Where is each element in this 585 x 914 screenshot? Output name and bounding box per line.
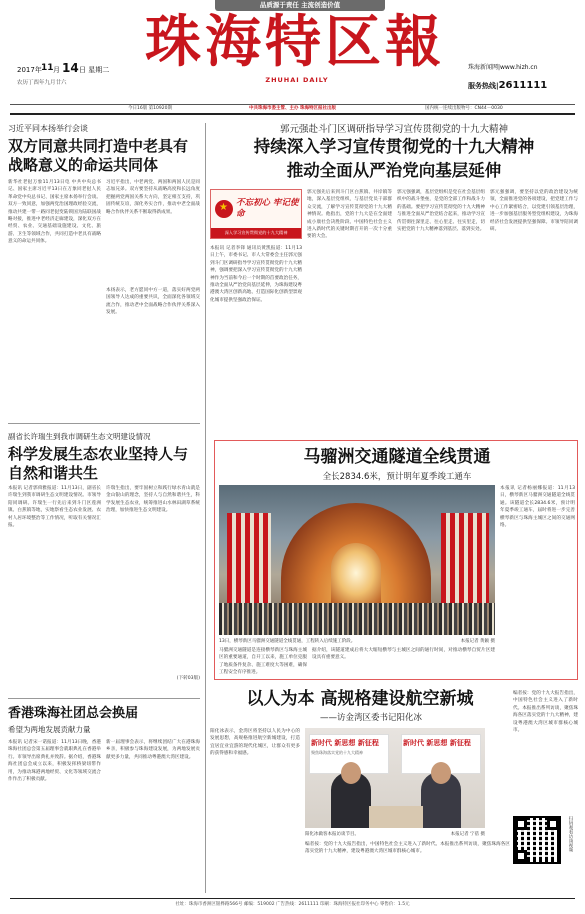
backdrop-left-sub: 聚焦珠海落实党的十九大精神 <box>311 750 363 755</box>
issue-number: 今日16版 第10920期 <box>128 106 172 111</box>
date-weekday: 日 星期二 <box>79 66 110 74</box>
interview-story <box>210 686 578 896</box>
date-block <box>17 62 177 92</box>
date-month: 11 <box>41 63 54 73</box>
backdrop-left-slogan: 新时代 新思想 新征程 <box>311 738 379 747</box>
interview-col-right: 编者按：党的十九大报告指出，中国特色社会主义进入了新时代。本报推出系列访谈，聚焦珠海各区落实党的十九大精神，建设粤港澳大湾区城市群核心城市。 <box>513 691 578 734</box>
date-day: 14 <box>62 61 79 75</box>
top-story <box>210 121 578 436</box>
top-kicker: 郭元强赴斗门区调研指导学习宣传贯彻党的十九大精神 <box>279 124 508 135</box>
interview-photo <box>305 728 485 828</box>
top-headline-1: 持续深入学习宣传贯彻党的十九大精神 <box>253 137 535 156</box>
backdrop-right-slogan: 新时代 新思想 新征程 <box>403 738 471 747</box>
tunnel-col-1: 马骝洲交通隧道是连接横琴新区与珠海主城区的重要通道，自开工以来，施工单位克服了地质条件复杂、施工难度大等困难，确保工程安全有序推进。 <box>219 648 307 676</box>
newspaper-pinyin: ZHUHAI DAILY <box>265 76 329 84</box>
top-story-col-4: 郭元强强调，要坚持以党的政治建设为统领，全面推进党的各项建设，把党建工作与中心工作紧密结合，以党建引领基层治理，进一步加强基层服务型党组织建设，为珠海经济社会发展提供坚强保障。市领导陪同调研。 <box>490 190 578 233</box>
lunar-date: 农历丁酉年九月廿六 <box>17 80 67 86</box>
qr-code[interactable] <box>513 816 561 864</box>
tunnel-col-2: 据介绍，该隧道建成后将大大缩短横琴与主城区之间的通行时间，对推动横琴自贸片区建设具有重要意义。 <box>312 648 495 661</box>
qr-finder-tr <box>547 818 559 830</box>
left-headline-3: 香港珠海社团总会换届 <box>8 706 139 721</box>
tunnel-caption: 13日，横琴新区马骝洲交通隧道全线贯通，工程转入后续施工阶段。 <box>219 639 356 644</box>
date-year: 2017年 <box>17 66 42 74</box>
emblem-subtitle: 深入学习宣传贯彻党的十九大精神 <box>224 230 288 235</box>
left-story-1-col-a: 新华社老挝万象11月13日电 中共中央总书记、国家主席习近平13日在万象同老挝人民革命党中央总书记、国家主席本扬举行会谈。双方一致同意，加强两党治国理政经验交流，推动共建一带一路同老挝变陆锁国为陆联国战略对接，推进中老经济走廊建设，深化双方在经贸、农业、交通基础设施建设、文化、旅游、卫生等领域合作，共同打造中老具有战略意义的命运共同体。 <box>8 180 101 245</box>
tunnel-col-right: 本报讯 记者杨丽娜报道：11月13日，横琴新区马骝洲交通隧道全线贯通。该隧道全长2834.6米，预计明年夏季竣工通车，届时将进一步完善横琴新区与珠海主城区之间的交通网络。 <box>500 486 575 529</box>
masthead <box>0 0 585 111</box>
party-emblem-star: ★ <box>219 202 228 213</box>
left-kicker: 习近平同本扬举行会谈 <box>8 124 88 133</box>
interview-subhead: ——访金湾区委书记阳化冰 <box>320 713 423 723</box>
left-column <box>8 123 200 893</box>
tunnel-photo <box>219 485 495 635</box>
interview-credit: 本报记者 宁蓓 摄 <box>450 832 485 837</box>
interview-table <box>369 806 423 828</box>
interview-col-left: 阳化冰表示，金湾区将坚持以人民为中心的发展思想，高规格推进航空新城建设，打造宜居宜业宜游的现代化城区，让群众有更多的获得感和幸福感。 <box>210 729 300 757</box>
footer-rule <box>10 898 575 899</box>
newspaper-title: 珠海特区報 <box>145 9 445 75</box>
tunnel-story <box>214 440 578 680</box>
top-headline-2: 推动全面从严治党向基层延伸 <box>286 161 502 180</box>
left-story-2-jump: (下转03版) <box>176 676 200 681</box>
theme-emblem <box>210 189 302 239</box>
emblem-slogan: 不忘初心 牢记使命 <box>236 198 299 219</box>
masthead-slogan: 品质源于责任 主流创造价值 <box>259 1 341 9</box>
website-url: 珠海新闻网|www.hizh.cn <box>468 64 538 71</box>
interview-col-bottom: 编者按：党的十九大报告指出，中国特色社会主义进入了新时代。本报推出系列访谈，聚焦珠海各区落实党的十九大精神，建设粤港澳大湾区城市群核心城市。 <box>305 842 510 855</box>
left-kicker-2: 副省长许瑞生到我市调研生态文明建设情况 <box>8 432 151 441</box>
left-story-1-col-b: 习近平指出，中老两党、两国和两国人民是同志加兄弟。双方要坚持从战略高度和长远角度把握两党两国关系大方向，坚定相互支持，巩固传统友谊，深化务实合作，推动中老全面战略合作伙伴关系不断取得新成果。 <box>106 180 200 215</box>
left-headline: 双方同意共同打造中老具有战略意义的命运共同体 <box>8 137 189 174</box>
left-divider-1 <box>8 423 200 424</box>
tunnel-opening <box>331 543 381 603</box>
service-hotline: 服务热线|2611111 <box>468 80 548 91</box>
footer-info: 社址：珠海市香洲区银桦路566号 邮编：519002 广告热线：2611111 印刷：珠海特区报社印务中心 零售价：1.5元 <box>175 902 410 907</box>
date-month-unit: 月 <box>53 66 60 74</box>
publisher-note: 中共珠海市委主管、主办 珠海特区报社出版 <box>248 106 337 111</box>
left-headline-2: 科学发展生态农业坚持人与自然和谐共生 <box>8 445 189 482</box>
interview-headline: 以人为本 高规格建设航空新城 <box>246 689 474 709</box>
tunnel-headline: 马骝洲交通隧道全线贯通 <box>303 447 491 467</box>
top-story-col-2: 郭元强先后来到斗门区白蕉镇、井岸镇等地，深入基层党组织，与基层党员干部群众交流，了解学习宣传贯彻党的十九大精神情况。他指出，党的十九大是在全面建成小康社会决胜阶段、中国特色社会主义进入新时代的关键时期召开的一次十分重要的大会。 <box>307 190 392 240</box>
left-divider-2 <box>8 698 200 699</box>
left-subhead-3: 希望为两地发展贡献力量 <box>8 725 91 734</box>
tunnel-crowd <box>219 603 495 635</box>
tunnel-subhead: 全长2834.6米，预计明年夏季竣工通车 <box>322 472 472 482</box>
left-story-1-col-b2: 本扬表示，老方愿同中方一道，落实好两党两国领导人达成的重要共识，全面深化各领域交流合作，推动老中全面战略合作伙伴关系深入发展。 <box>106 288 200 316</box>
column-divider <box>205 123 206 893</box>
cn-number: 国内统一连续出版物号：CN44－0030 <box>425 106 503 111</box>
qr-finder-bl <box>515 850 527 862</box>
issue-bar <box>10 104 575 112</box>
interviewee-right-head <box>431 762 451 784</box>
left-story-2-col-a: 本报讯 记者郭舜雅报道：11月13日，副省长许瑞生到我市调研生态文明建设情况。市领导陪同调研。许瑞生一行先后来到斗门区莲洲镇、白蕉镇等地，实地察看生态农业发展、农村人居环境整治等工作情况，听取有关情况汇报。 <box>8 486 101 529</box>
top-story-col-3: 郭元强强调，基层党组织是党在社会基层组织中的战斗堡垒，是党的全部工作和战斗力的基础。要把学习宣传贯彻党的十九大精神与推进全面从严治党结合起来，推动学习宣传贯彻往深里走、往心里走、往实里走，切实把党的十九大精神落到基层、落到实处。 <box>397 190 485 233</box>
interviewee-left-head <box>341 762 361 784</box>
interview-caption: 阳化冰做客本报访谈节目。 <box>305 832 359 837</box>
masthead-rule <box>10 113 575 115</box>
left-story-3-col-b: 新一届理事会表示，将继续团结广大在港珠海乡亲，积极参与珠海建设发展，为两地发展贡献更多力量，共同推动粤港澳大湾区建设。 <box>106 740 200 760</box>
left-story-2-col-b: 许瑞生指出，要牢固树立和践行绿水青山就是金山银山的理念，坚持人与自然和谐共生，科学发展生态农业，统筹推进山水林田湖草系统治理，加快推进生态文明建设。 <box>106 486 200 514</box>
tunnel-credit: 本报记者 黄颖 摄 <box>460 639 495 644</box>
qr-label: 扫码观看访谈视频 <box>568 816 573 852</box>
contact-block <box>468 62 578 92</box>
left-story-3-col-a: 本报讯 记者宋一诺报道：11月13日晚，香港珠海社团总会第五届理事会就职典礼在香港举行。市领导出席典礼并致辞。据介绍，香港珠海社团总会成立以来，积极发挥桥梁纽带作用，为推动珠港两地经贸、文化等领域交流合作作出了积极贡献。 <box>8 740 101 783</box>
qr-finder-tl <box>515 818 527 830</box>
hotline-number: 2611111 <box>498 80 548 91</box>
top-story-col-1: 本报讯 记者李锋 通讯员黄凯报道：11月13日上午，市委书记、市人大常委会主任郭元强到斗门区调研指导学习宣传贯彻党的十九大精神，强调要把深入学习宣传贯彻党的十九大精神作为当前和今后一个时期的首要政治任务，推动全面从严治党向基层延伸，为珠海建设粤港澳大湾区创新高地、打造国际化创新型景观化城市提供坚强政治保证。 <box>210 246 302 303</box>
